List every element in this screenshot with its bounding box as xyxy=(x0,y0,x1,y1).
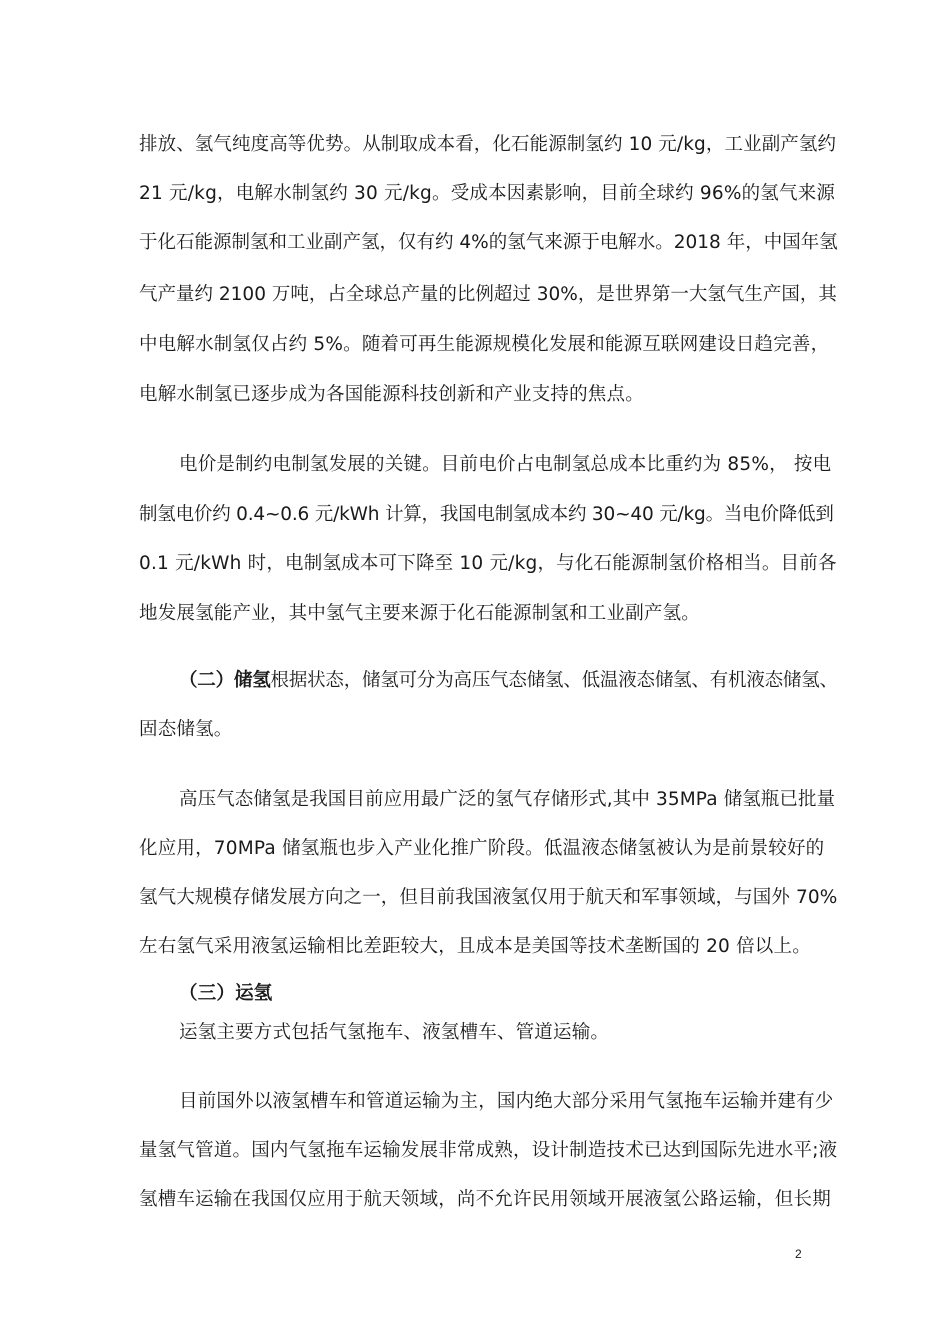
paragraph-2-line-1: 电价是制约电制氢发展的关键。目前电价占电制氢总成本比重约为 85%， 按电 xyxy=(179,454,832,475)
paragraph-4-line-3: 氢槽车运输在我国仅应用于航天领域，尚不允许民用领域开展液氢公路运输，但长期 xyxy=(139,1189,831,1210)
paragraph-1-line-3: 于化石能源制氢和工业副产氢，仅有约 4%的氢气来源于电解水。2018 年，中国年氢 xyxy=(139,232,838,253)
paragraph-1-line-2: 21 元/kg，电解水制氢约 30 元/kg。受成本因素影响，目前全球约 96%的氢气来源 xyxy=(139,183,836,204)
paragraph-3-line-1: 高压气态储氢是我国目前应用最广泛的氢气存储形式,其中 35MPa 储氢瓶已批量 xyxy=(179,789,836,810)
paragraph-3-line-3: 氢气大规模存储发展方向之一，但目前我国液氢仅用于航天和军事领域，与国外 70% xyxy=(139,887,838,908)
paragraph-2-line-4: 地发展氢能产业，其中氢气主要来源于化石能源制氢和工业副产氢。 xyxy=(139,603,701,624)
section-2-first-line xyxy=(179,669,838,693)
section-2-heading: （二）储氢 xyxy=(179,670,271,691)
paragraph-2-line-2: 制氢电价约 0.4~0.6 元/kWh 计算，我国电制氢成本约 30~40 元/kg。当电价降低到 xyxy=(139,504,834,525)
paragraph-4-line-2: 量氢气管道。国内气氢拖车运输发展非常成熟，设计制造技术已达到国际先进水平;液 xyxy=(139,1140,838,1161)
paragraph-4-line-1: 目前国外以液氢槽车和管道运输为主，国内绝大部分采用气氢拖车运输并建有少 xyxy=(179,1091,834,1112)
paragraph-2-line-3: 0.1 元/kWh 时，电制氢成本可下降至 10 元/kg，与化石能源制氢价格相当。目前各 xyxy=(139,553,837,574)
section-3-intro: 运氢主要方式包括气氢拖车、液氢槽车、管道运输。 xyxy=(179,1022,610,1043)
section-3-heading: （三）运氢 xyxy=(179,983,273,1004)
paragraph-1-line-4: 气产量约 2100 万吨，占全球总产量的比例超过 30%，是世界第一大氢气生产国，其 xyxy=(139,284,837,305)
paragraph-3-line-2: 化应用，70MPa 储氢瓶也步入产业化推广阶段。低温液态储氢被认为是前景较好的 xyxy=(139,838,825,859)
paragraph-3-line-4: 左右氢气采用液氢运输相比差距较大，且成本是美国等技术垄断国的 20 倍以上。 xyxy=(139,936,811,957)
paragraph-1-line-1: 排放、氢气纯度高等优势。从制取成本看，化石能源制氢约 10 元/kg，工业副产氢约 xyxy=(139,134,837,155)
page-number: 2 xyxy=(795,1247,802,1261)
section-2-line-1-text: 根据状态，储氢可分为高压气态储氢、低温液态储氢、有机液态储氢、 xyxy=(270,670,838,691)
paragraph-1-line-6: 电解水制氢已逐步成为各国能源科技创新和产业支持的焦点。 xyxy=(139,384,644,405)
paragraph-1-line-5: 中电解水制氢仅占约 5%。随着可再生能源规模化发展和能源互联网建设日趋完善， xyxy=(139,334,830,355)
section-2-line-2: 固态储氢。 xyxy=(139,719,233,740)
